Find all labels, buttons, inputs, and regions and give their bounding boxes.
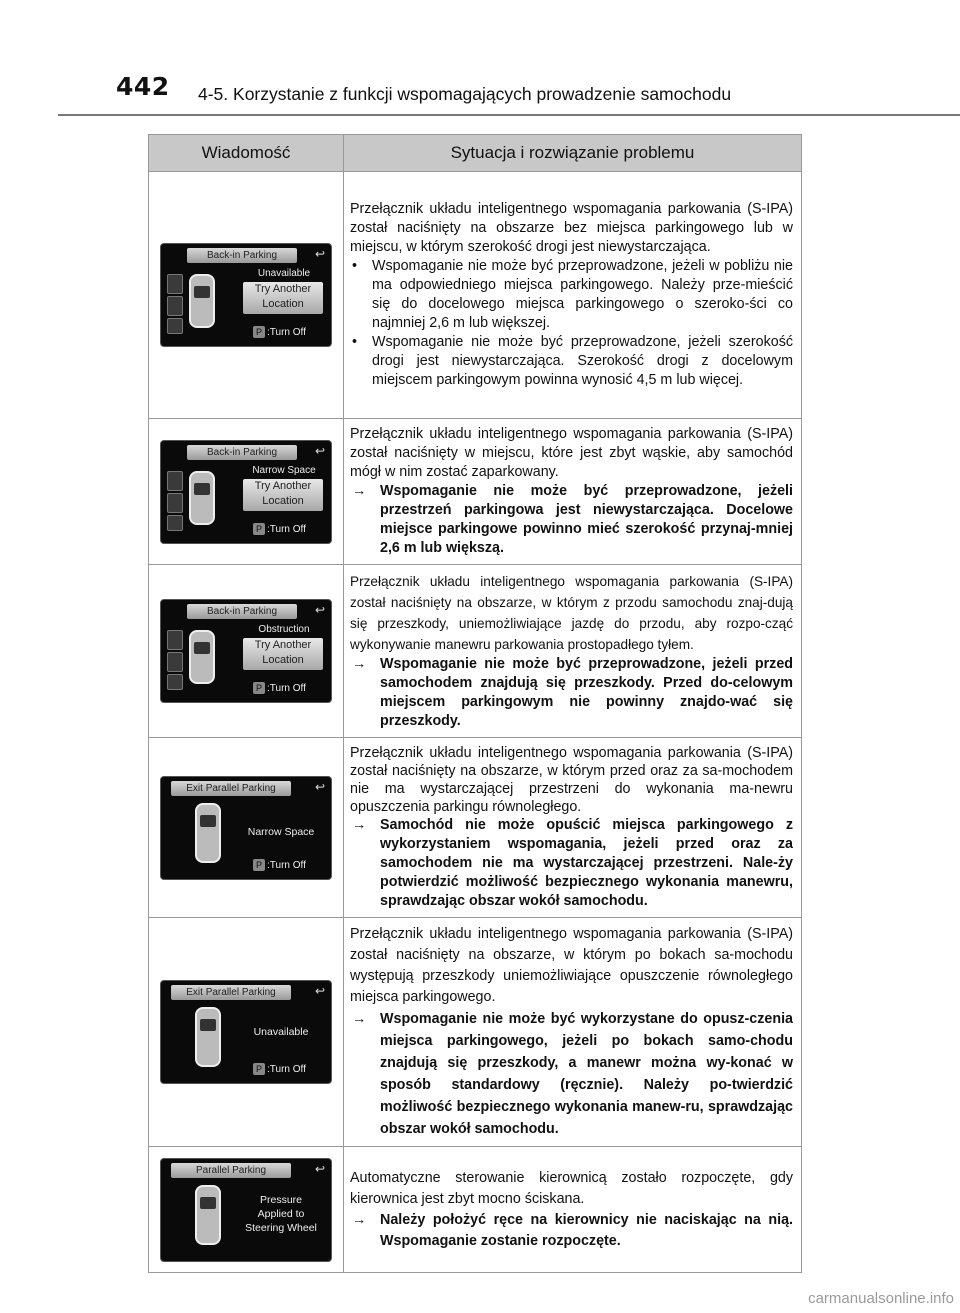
try-line-1: Try Another [254, 639, 312, 651]
message-image-cell [149, 565, 344, 738]
screen-title: Parallel Parking [171, 1163, 291, 1178]
screen-status: Obstruction [258, 624, 310, 635]
message-screen [160, 243, 332, 347]
screen-status: Narrow Space [247, 825, 315, 838]
solution-arrow [350, 1008, 793, 1140]
try-line-1: Try Another [254, 283, 312, 295]
situation-cell [344, 172, 802, 419]
arrow-icon: → [352, 817, 367, 833]
screen-title: Exit Parallel Parking [171, 985, 291, 1000]
back-icon: ↩ [314, 1161, 325, 1176]
try-line-2: Location [262, 494, 304, 507]
screen-status: Narrow Space [252, 464, 316, 476]
solution-text: Wspomaganie nie może być wykorzystane do opusz-czenia miejsca parkingowego, jeżeli po bokach samo-chodu znajdują się przeszkody, a manewr można wy-konać w sposób standardowy (ręcznie). Należy po-twierdzić możliwość bezpiecznego wykonania manew-ru, sprawdzając obszar wokół samochodu. [380, 1011, 793, 1137]
message-screen [160, 980, 332, 1084]
situation-text: Automatyczne sterowanie kierownicą zostało rozpoczęte, gdy kierownica jest zbyt mocno ściskana. [350, 1169, 793, 1207]
screen-status [235, 1193, 327, 1235]
turn-off-control [253, 326, 306, 340]
car-icon [195, 1007, 221, 1067]
car-icon [195, 803, 221, 863]
try-line-1: Try Another [254, 479, 312, 492]
solution-text: Wspomaganie nie może być przeprowadzone, jeżeli przed samochodem znajdują się przeszkody. Przed do-celowym miejscem parkingowym nie powinny znajdo-wać się przeszkody. [380, 656, 793, 729]
solution-arrow [350, 482, 793, 558]
try-line-2: Location [262, 654, 304, 666]
screen-title: Exit Parallel Parking [171, 781, 291, 796]
screen-status: Unavailable [257, 268, 311, 279]
parking-switch-icon: P [253, 523, 265, 535]
footer-watermark: carmanualsonline.info [808, 1290, 954, 1307]
page-header [0, 0, 960, 118]
message-screen [160, 599, 332, 703]
turn-off-control [253, 682, 306, 696]
message-image-cell [149, 738, 344, 918]
back-icon: ↩ [314, 779, 325, 794]
parking-lot-icon [167, 296, 183, 316]
screen-title: Back-in Parking [187, 445, 297, 460]
table-row [149, 419, 802, 565]
arrow-icon: → [352, 1211, 367, 1228]
screen-title: Back-in Parking [187, 248, 297, 263]
message-screen [160, 1158, 332, 1262]
solution-bullet: • Wspomaganie nie może być przeprowadzone, jeżeli w pobliżu nie ma odpowiedniego miejsca parkingowego. Należy prze-mieścić się do docelowego miejsca parkingowego o szeroko-ści co najmniej 2,6 m lub większej. [350, 257, 793, 333]
situation-cell [344, 738, 802, 918]
turn-off-label: :Turn Off [267, 859, 306, 871]
parking-lot-icon [167, 471, 183, 491]
solution-arrow [350, 816, 793, 911]
turn-off-control [253, 1063, 306, 1077]
turn-off-label: :Turn Off [267, 327, 306, 338]
parking-lot-icon [167, 674, 183, 690]
table-row [149, 565, 802, 738]
table-row [149, 172, 802, 419]
parking-lot-icon [167, 493, 183, 513]
parking-lot-icon [167, 630, 183, 650]
header-rule [58, 114, 960, 116]
turn-off-label: :Turn Off [267, 1064, 306, 1075]
screen-status: Unavailable [253, 1026, 309, 1038]
table-header-row [149, 135, 802, 172]
message-image-cell [149, 419, 344, 565]
situation-text: Przełącznik układu inteligentnego wspomagania parkowania (S-IPA) został naciśnięty na obszarze, w którym po bokach sa-mochodu występują przeszkody uniemożliwiające opuszczenie równoległego miejsca parkingowego. [350, 926, 793, 1005]
table-row [149, 738, 802, 918]
car-icon [189, 274, 215, 328]
parking-switch-icon: P [253, 682, 265, 694]
turn-off-label: :Turn Off [267, 523, 306, 535]
solution-text: Samochód nie może opuścić miejsca parkingowego z wykorzystaniem wspomagania, jeżeli przed oraz za samochodem nie ma wystarczającej przestrzeni. Nale-ży potwierdzić możliwość bezpiecznego wykonania manewru, sprawdzając obszar wokół samochodu. [380, 817, 793, 909]
solution-bullet: • Wspomaganie nie może być przeprowadzone, jeżeli szerokość drogi jest niewystarczająca. Szerokość drogi z docelowym miejscem parkingowym powinna wynosić 4,5 m lub więcej. [350, 333, 793, 390]
parking-switch-icon: P [253, 859, 265, 871]
table-row [149, 1147, 802, 1273]
parking-lot-icon [167, 318, 183, 334]
parking-lot-icon [167, 515, 183, 531]
message-image-cell [149, 918, 344, 1147]
try-another-location [243, 282, 323, 314]
parking-lot-icon [167, 274, 183, 294]
situation-cell [344, 918, 802, 1147]
parking-switch-icon: P [253, 326, 265, 338]
turn-off-control [253, 859, 306, 873]
message-table [148, 134, 802, 1273]
status-line-3: Steering Wheel [245, 1221, 317, 1234]
status-line-1: Pressure [259, 1193, 302, 1206]
status-line-2: Applied to [257, 1207, 305, 1220]
solution-text: Wspomaganie nie może być przeprowadzone, jeżeli przestrzeń parkingowa jest niewystarczająca. Docelowe miejsce parkingowe powinno mieć szerokość przynaj-mniej 2,6 m lub większą. [380, 483, 793, 556]
column-header-message: Wiadomość [149, 135, 344, 172]
try-another-location [243, 638, 323, 670]
screen-title: Back-in Parking [187, 604, 297, 619]
situation-text: Przełącznik układu inteligentnego wspomagania parkowania (S-IPA) został naciśnięty na obszarze bez miejsca parkingowego lub w miejscu, w którym szerokość drogi jest niewystarczająca. [350, 201, 793, 255]
back-icon: ↩ [314, 603, 325, 617]
arrow-icon: → [352, 483, 367, 499]
solution-arrow [350, 1210, 793, 1252]
try-another-location [243, 479, 323, 511]
solution-arrow [350, 655, 793, 731]
turn-off-control [253, 523, 306, 537]
back-icon: ↩ [314, 443, 325, 458]
arrow-icon: → [352, 656, 367, 672]
message-screen [160, 776, 332, 880]
column-header-situation: Sytuacja i rozwiązanie problemu [344, 135, 802, 172]
table-row [149, 918, 802, 1147]
situation-text: Przełącznik układu inteligentnego wspomagania parkowania (S-IPA) został naciśnięty na obszarze, w którym przed oraz za sa-mochodem nie ma wystarczającej przestrzeni do wykonania ma-newru opuszczenia parkingu równoległego. [350, 745, 793, 815]
page-title: 4-5. Korzystanie z funkcji wspomagających prowadzenie samochodu [198, 84, 732, 104]
back-icon: ↩ [314, 984, 325, 998]
situation-text: Przełącznik układu inteligentnego wspomagania parkowania (S-IPA) został naciśnięty na obszarze, w którym z przodu samochodu znaj-dują się przeszkody, uniemożliwiające jazdę do przodu, aby rozpo-cząć wykonywanie manewru parkowania prostopadłego tyłem. [350, 574, 793, 652]
situation-cell [344, 1147, 802, 1273]
try-line-2: Location [262, 298, 304, 310]
parking-lot-icon [167, 652, 183, 672]
car-icon [195, 1185, 221, 1245]
parking-switch-icon: P [253, 1063, 265, 1075]
solution-text: Należy położyć ręce na kierownicy nie naciskając na nią. Wspomaganie zostanie rozpoczęte. [380, 1211, 793, 1249]
back-icon: ↩ [314, 247, 325, 261]
message-image-cell [149, 172, 344, 419]
message-image-cell [149, 1147, 344, 1273]
situation-text: Przełącznik układu inteligentnego wspomagania parkowania (S-IPA) został naciśnięty w miejscu, które jest zbyt wąskie, aby samochód mógł w nim zostać zaparkowany. [350, 426, 793, 480]
page-number: 442 [116, 72, 170, 101]
arrow-icon: → [352, 1011, 367, 1027]
situation-cell [344, 419, 802, 565]
car-icon [189, 471, 215, 525]
turn-off-label: :Turn Off [267, 683, 306, 694]
car-icon [189, 630, 215, 684]
message-screen [160, 440, 332, 544]
situation-cell [344, 565, 802, 738]
